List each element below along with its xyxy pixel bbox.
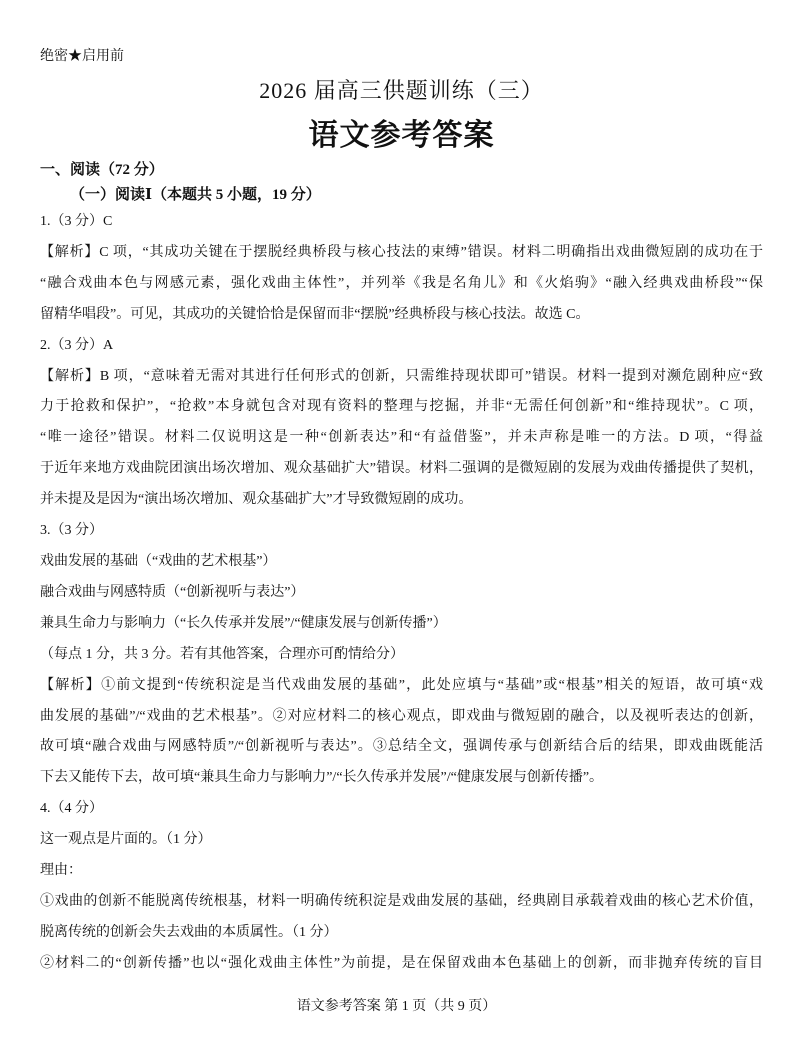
answers-body	[40, 207, 763, 980]
q3-analysis-line-3: 故可填“融合戏曲与网感特质”/“创新视听与表达”。③总结全文，强调传承与创新结合后的结果，即戏曲既能活	[40, 739, 763, 755]
q3-analysis-line-1: 【解析】①前文提到“传统积淀是当代戏曲发展的基础”，此处应填与“基础”或“根基”相关的短语，故可填“戏	[40, 677, 763, 693]
q2-answer: 2.（3 分）A	[40, 337, 114, 353]
q1-answer: 1.（3 分）C	[40, 214, 113, 229]
q4-reason-1-line-2: 脱离传统的创新会失去戏曲的本质属性。（1 分）	[40, 924, 338, 940]
q3-answer: 3.（3 分）	[40, 523, 103, 539]
doc-title: 2026 届高三供题训练（三）	[259, 78, 544, 103]
q3-analysis-line-4: 下去又能传下去，故可填“兼具生命力与影响力”/“长久传承并发展”/“健康发展与创新传播”。	[40, 770, 604, 786]
q3-analysis-line-2: 曲发展的基础”/“戏曲的艺术根基”。②对应材料二的核心观点，即戏曲与微短剧的融合，以及视听表达的创新，	[40, 708, 763, 724]
q1-analysis-line-2: “融合戏曲本色与网感元素，强化戏曲主体性”，并列举《我是名角儿》和《火焰驹》“融入经典戏曲桥段”“保	[40, 275, 763, 291]
q4-reason-2-line-1: ②材料二的“创新传播”也以“强化戏曲主体性”为前提，是在保留戏曲本色基础上的创新，而非抛弃传统的盲目	[40, 955, 763, 971]
subsection-heading-reading1: （一）阅读Ⅰ（本题共 5 小题，19 分）	[70, 187, 321, 203]
q4-reason-label: 理由：	[40, 863, 82, 879]
q3-point-1: 戏曲发展的基础（“戏曲的艺术根基”）	[40, 553, 277, 569]
q3-point-3: 兼具生命力与影响力（“长久传承并发展”/“健康发展与创新传播”）	[40, 615, 447, 631]
q4-answer: 4.（4 分）	[40, 801, 103, 817]
page-footer: 语文参考答案 第 1 页（共 9 页）	[296, 999, 497, 1014]
security-label: 绝密★启用前	[40, 49, 124, 64]
q2-analysis-line-3: “唯一途径”错误。材料二仅说明这是一种“创新表达”和“有益借鉴”，并未声称是唯一的方法。D 项，“得益	[40, 430, 763, 446]
q2-analysis-line-1: 【解析】B 项，“意味着无需对其进行任何形式的创新，只需维持现状即可”错误。材料一提到对濒危剧种应“致	[40, 368, 763, 384]
q4-reason-1-line-1: ①戏曲的创新不能脱离传统根基，材料一明确传统积淀是戏曲发展的基础，经典剧目承载着戏曲的核心艺术价值，	[40, 893, 763, 909]
q3-point-2: 融合戏曲与网感特质（“创新视听与表达”）	[40, 584, 305, 600]
q1-analysis-line-1: 【解析】C 项，“其成功关键在于摆脱经典桥段与核心技法的束缚”错误。材料二明确指出戏曲微短剧的成功在于	[40, 244, 763, 260]
q2-analysis-line-4: 于近年来地方戏曲院团演出场次增加、观众基础扩大”错误。材料二强调的是微短剧的发展为戏曲传播提供了契机，	[40, 461, 763, 477]
q2-analysis-line-5: 并未提及是因为“演出场次增加、观众基础扩大”才导致微短剧的成功。	[40, 492, 473, 508]
q4-viewpoint: 这一观点是片面的。（1 分）	[40, 832, 212, 848]
q2-analysis-line-2: 力于抢救和保护”，“抢救”本身就包含对现有资料的整理与挖掘，并非“无需任何创新”和“维持现状”。C 项，	[40, 399, 763, 415]
page-title: 语文参考答案	[308, 119, 495, 152]
q1-analysis-line-3: 留精华唱段”。可见，其成功的关键恰恰是保留而非“摆脱”经典桥段与核心技法。故选 C。	[40, 306, 590, 322]
section-heading-reading: 一、阅读（72 分）	[40, 162, 164, 178]
q3-scoring-note: （每点 1 分，共 3 分。若有其他答案，合理亦可酌情给分）	[40, 646, 404, 662]
